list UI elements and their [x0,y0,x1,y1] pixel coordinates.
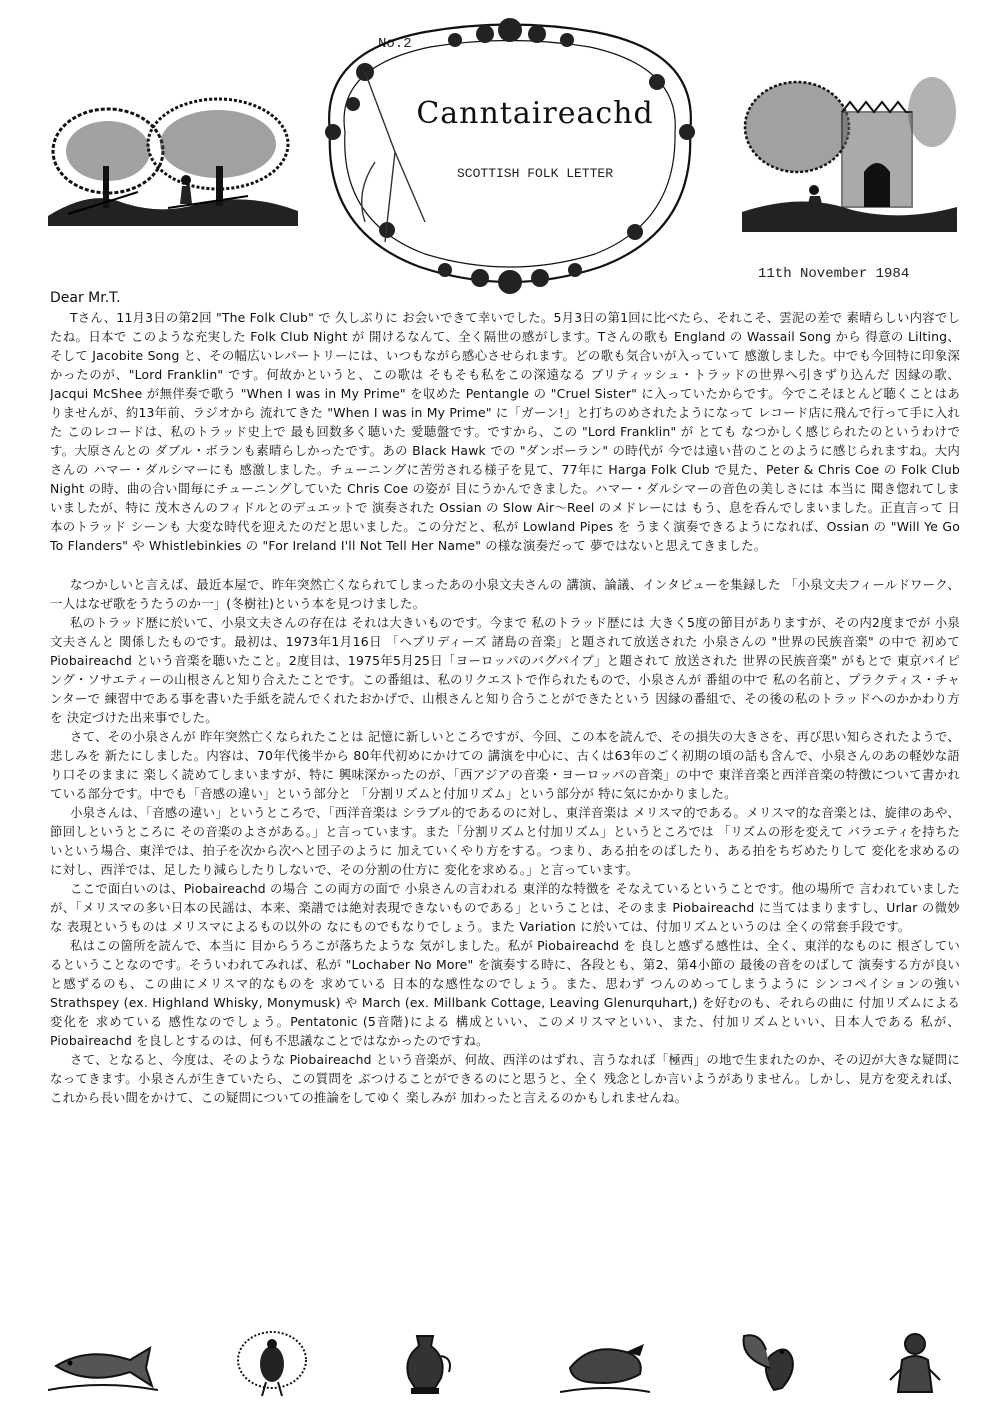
paragraph-6: ここで面白いのは、Piobaireachd の場合 この両方の面で 小泉さんの言われる 東洋的な特徴を そなえているということです。他の場所で 言われていましたが、「メリスマの多い日本の民謡は、本来、楽譜では絶対表現できないものである」ということは、そのまま Piobaireachd に当てはまりますし、Urlar の微妙な 表現というものは メリスマによるもの以外の なにものでもなりでしょう。また Variation に於いては、付加リズムというのは 全くの常套手段です。 [50,881,960,934]
castle-ruin-engraving-icon [742,72,957,232]
newsletter-title: Canntaireachd [416,96,654,131]
issue-number: No.2 [378,36,412,52]
fish-engraving-icon [48,1328,158,1398]
woodland-engraving-icon [48,96,298,226]
paragraph-8: さて、となると、今度は、そのような Piobaireachd という音楽が、何故、西洋のはずれ、言うなれば「極西」の地で生まれたのか、その辺が大きな疑問になってきます。小泉さんが生きていたら、この質問を ぶつけることができるのにと思うと、全く 残念としか言いようがありません。しかし、見方を変えれば、これから長い間をかけて、この疑問についての推論をしてゆく 楽しみが 加わったと言えるのかもしれませんね。 [50,1052,960,1105]
bird-engraving-icon [560,1328,650,1398]
squirrel-engraving-icon [730,1328,800,1398]
floral-masthead-frame [305,12,715,302]
peacock-engraving-icon [232,1328,312,1398]
ewer-vase-icon [395,1328,455,1398]
letter-date: 11th November 1984 [758,266,910,282]
letter-body [50,290,960,1330]
newsletter-subtitle: SCOTTISH FOLK LETTER [456,166,614,181]
hermit-figure-engraving-icon [880,1328,950,1398]
paragraph-1: Tさん、11月3日の第2回 "The Folk Club" で 久しぶりに お会いできて幸いでした。5月3日の第1回に比べたら、それこそ、雲泥の差で 素晴らしい内容でしたね。日本で このような充実した Folk Club Night が 開けるなんて、全く隔世の感がします。Tさんの歌も England の Wassail Song から 得意の Lilting、そして Jacobite Song と、その幅広いレパートリーには、いつもながら感心させられます。どの歌も気合いが入っていて 感激しました。中でも今回特に印象深かったのが、"Lord Franklin" です。何故かというと、この歌は そもそも私をこの深遠なる ブリティッシュ・トラッドの世界へ引きずり込んだ 因縁の歌、Jacqui McShee が無伴奏で歌う "When I was in My Prime" を収めた Pentangle の "Cruel Sister" に入っていたからです。今でこそほとんど聴くことはありませんが、約13年前、ラジオから 流れてきた "When I was in My Prime" に「ガーン!」と打ちのめされたようになって レコード店に飛んで行って手に入れた このレコードは、私のトラッド史上で 最も回数多く聴いた 愛聴盤です。ですから、この "Lord Franklin" が とても なつかしく感じられたのというわけです。大原さんとの ダブル・ボランも素晴らしかったです。あの Black Hawk での "ダンボーラン" の時代が 今では遠い昔のことのように感じられますね。大内さんの ハマー・ダルシマーにも 感激しました。チューニングに苦労される様子を見て、77年に Harga Folk Club で見た、Peter & Chris Coe の Folk Club Night の時、曲の合い間毎にチューニングしていた Chris Coe の姿が 目にうかんできました。ハマー・ダルシマーの音色の美しさには 本当に 聞き惚れてしまいましたが、特に 茂木さんのフィドルとのデュエットで 演奏された Ossian の Slow Air〜Reel のメドレーには もう、息を呑んでしまいました。正直言って 日本のトラッド シーンも 大変な時代を迎えたのだと思いました。この分だと、私が Lowland Pipes を うまく演奏できるようになれば、Ossian の "Will Ye Go To Flanders" や Whistlebinkies の "For Ireland I'll Not Tell Her Name" の様な演奏だって 夢ではないと思えてきました。 [50,310,960,553]
paragraph-4: さて、その小泉さんが 昨年突然亡くなられたことは 記憶に新しいところですが、今回、この本を読んで、その損失の大きさを、再び思い知らされたようで、悲しみを 新たにしました。内容は、70年代後半から 80年代初めにかけての 講演を中心に、古くは63年のごく初期の頃の話も含んで、小泉さんのあの軽妙な語り口そのままに 楽しく読めてしまいますが、特に 興味深かったのが、「西アジアの音楽・ヨーロッパの音楽」の中で 東洋音楽と西洋音楽の特徴について書かれている部分です。中でも「音感の違い」という部分と 「分割リズムと付加リズム」という部分が 特に気にかかりました。 [50,729,960,801]
paragraph-5: 小泉さんは、「音感の違い」というところで、「西洋音楽は シラブル的であるのに対し、東洋音楽は メリスマ的である。メリスマ的な音楽とは、旋律のあや、節回しというところに その音楽のよさがある。」と言っています。また「分割リズムと付加リズム」というところでは 「リズムの形を変えて バラエティを持ちたいという場合、東洋では、拍子を次から次へと団子のように 加えていくやり方をする。つまり、ある拍をのばしたり、ある拍をちぢめたりして 変化を求めるのに対し、西洋では、足したり減らしたりしないで、その分割の仕方に 変化を求める。」と言っています。 [50,805,960,877]
salutation: Dear Mr.T. [50,290,121,306]
paragraph-7: 私はこの箇所を読んで、本当に 目からうろこが落ちたような 気がしました。私が Piobaireachd を 良しと感ずる感性は、全く、東洋的なものに 根ざしているということなのです。そういわれてみれば、私が "Lochaber No More" を演奏する時に、各段とも、第2、第4小節の 最後の音をのばして 演奏する方が良いと感ずるのも、この曲にメリスマ的なものを 求めている 日本的な感性なのでしょう。また、思わず つんのめってしまうように シンコペイションの強い Strathspey (ex. Highland Whisky, Monymusk) や March (ex. Millbank Cottage, Leaving Glenurquhart,) を好むのも、それらの曲に 付加リズムによる 変化を 求めている 感性なのでしょう。Pentatonic (5音階)による 構成といい、このメリスマといい、また、付加リズムといい、日本人である 私が、Piobaireachd を良しとするのは、何も不思議なことではなかったのですね。 [50,938,960,1048]
paragraph-3: 私のトラッド歴に於いて、小泉文夫さんの存在は それは大きいものです。今まで 私のトラッド歴には 大きく5度の節目がありますが、その内2度までが 小泉文夫さんと 関係したものです。最初は、1973年1月16日 「ヘブリディーズ 諸島の音楽」と題されて放送された 小泉さんの "世界の民族音楽" の中で 初めて Piobaireachd という音楽を聴いたこと。2度目は、1975年5月25日「ヨーロッパのバグパイプ」と題されて 放送された 世界の民族音楽" がもとで 東京パイピング・ソサエティーの山根さんと知り合えたことです。この番組は、私のリクエストで作られたもので、小泉さんが 番組の中で 私の名前と、プラクティス・チャンターで 練習中である事を書いた手紙を読んでくれたおかげで、山根さんと知り合うことができたという 因縁の番組で、その後の私のトラッドへのかかわり方を 決定づけた出来事でした。 [50,615,960,725]
paragraph-2: なつかしいと言えば、最近本屋で、昨年突然亡くなられてしまったあの小泉文夫さんの 講演、論議、インタビューを集録した 「小泉文夫フィールドワーク、一人はなぜ歌をうたうのか一」(冬樹社)という本を見つけました。 [50,577,960,611]
